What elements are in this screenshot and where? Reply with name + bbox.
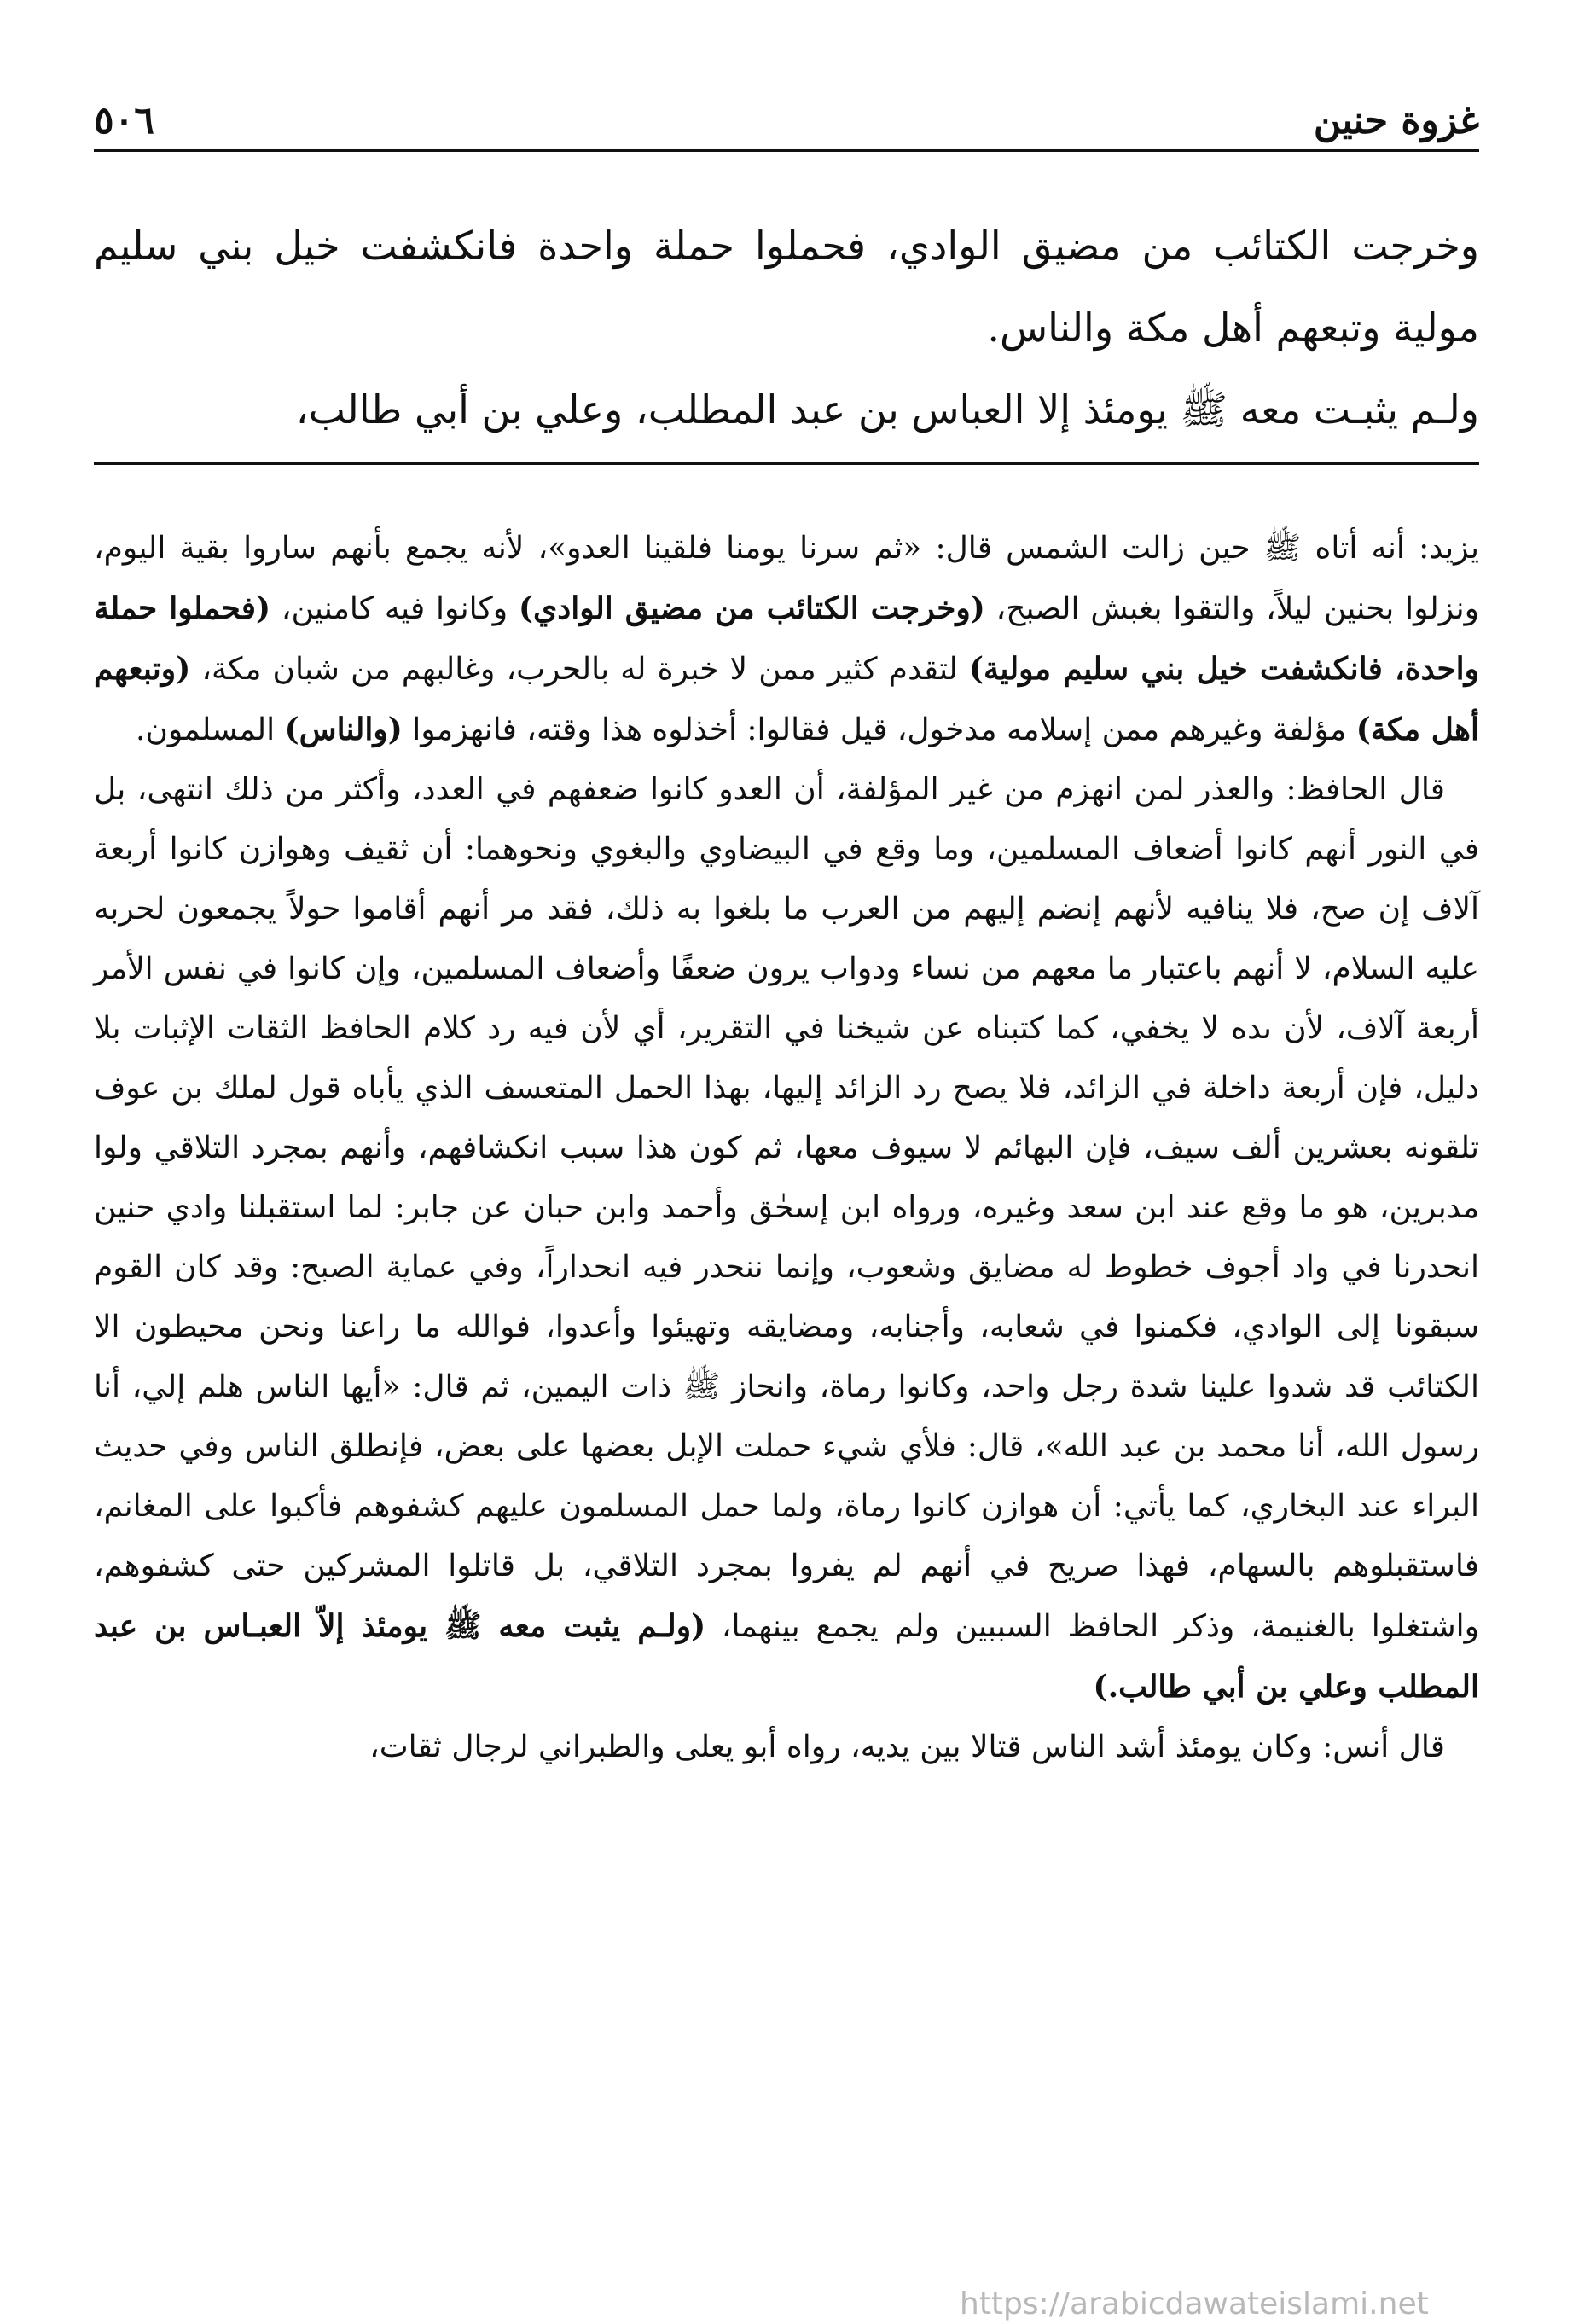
commentary-paragraph-1 bbox=[94, 519, 1479, 760]
quoted-matn: (والناس) bbox=[284, 712, 403, 747]
main-text bbox=[94, 205, 1479, 450]
commentary-text: قال الحافظ: والعذر لمن انهزم من غير المؤلفة، أن العدو كانوا ضعفهم في العدد، وأكثر من ذلك انتهى، بل في النور أنهم كانوا أضعاف المسلمين، وما وقع في البيضاوي والبغوي ونحوهما: أن ثقيف وهوازن كانوا أربعة آلاف إن صح، فلا ينافيه لأنهم إنضم إليهم من العرب ما بلغوا به ذلك، فقد مر أنهم أقاموا حولاً يجمعون لحربه عليه السلام، لا أنهم باعتبار ما معهم من نساء ودواب يرون ضعفًا وأضعاف المسلمين، وإن كانوا في نفس الأمر أربعة آلاف، لأن ىده لا يخفي، كما كتبناه عن شيخنا في التقرير، أي لأن فيه رد كلام الحافظ الثقات الإثبات بلا دليل، فإن أربعة داخلة في الزائد، فلا يصح رد الزائد إليها، بهذا الحمل المتعسف الذي يأباه قول لملك بن عوف تلقونه بعشرين ألف سيف، فإن البهائم لا سيوف معها، ثم كون هذا سبب انكشافهم، وأنهم بمجرد التلاقي ولوا مدبرين، هو ما وقع عند ابن سعد وغيره، ورواه ابن إسحٰق وأحمد وابن حبان عن جابر: لما استقبلنا وادي حنين انحدرنا في واد أجوف خطوط له مضايق وشعوب، وإنما ننحدر فيه انحداراً، وفي عماية الصبح: وقد كان القوم سبقونا إلى الوادي، فكمنوا في شعابه، وأجنابه، ومضايقه وتهيئوا وأعدوا، فوالله ما راعنا ونحن محيطون الا الكتائب قد شدوا علينا شدة رجل واحد، وكانوا رماة، وانحاز ﷺ ذات اليمين، ثم قال: «أيها الناس هلم إلي، أنا رسول الله، أنا محمد بن عبد الله»، قال: فلأي شيء حملت الإبل بعضها على بعض، فإنطلق الناس وفي حديث البراء عند البخاري، كما يأتي: أن هوازن كانوا رماة، ولما حمل المسلمون عليهم كشفوهم فأكبوا على المغانم، فاستقبلوهم بالسهام، فهذا صريح في أنهم لم يفروا بمجرد التلاقي، بل قاتلوا المشركين حتى كشفوهم، واشتغلوا بالغنيمة، وذكر الحافظ السببين ولم يجمع بينهما، bbox=[94, 772, 1479, 1644]
page-number: ٥٠٦ bbox=[94, 99, 154, 142]
quoted-matn: (ولـم يثبت معه ﷺ يومئذ إلاّ العبـاس بن عبد المطلب وعلي بن أبي طالب.) bbox=[94, 1608, 1479, 1705]
commentary-text: وكانوا فيه كامنين، bbox=[270, 591, 519, 626]
section-divider bbox=[94, 462, 1479, 465]
main-paragraph-2: ولـم يثبـت معه ﷺ يومئذ إلا العباس بن عبد المطلب، وعلي بن أبي طالب، bbox=[295, 386, 1479, 433]
commentary-text: لتقدم كثير ممن لا خبرة له بالحرب، وغالبهم من شبان مكة، bbox=[190, 652, 969, 687]
watermark: https://arabicdawateislami.net bbox=[960, 2286, 1429, 2321]
commentary-paragraph-2 bbox=[94, 760, 1479, 1717]
quoted-matn: (وتبعهم أهل مكة) bbox=[94, 651, 1479, 747]
main-paragraph-1: وخرجت الكتائب من مضيق الوادي، فحملوا حملة واحدة فانكشفت خيل بني سليم مولية وتبعهم أهل مكة والناس. bbox=[94, 223, 1479, 351]
running-title: غزوة حنين bbox=[1313, 99, 1479, 142]
page-header bbox=[94, 90, 1479, 152]
commentary-text: المسلمون. bbox=[136, 712, 285, 747]
quoted-matn: (فحملوا حملة واحدة، فانكشفت خيل بني سليم مولية) bbox=[94, 590, 1479, 687]
commentary bbox=[94, 519, 1479, 1777]
commentary-paragraph-3: قال أنس: وكان يومئذ أشد الناس قتالا بين يديه، رواه أبو يعلى والطبراني لرجال ثقات، bbox=[369, 1729, 1445, 1764]
quoted-matn: (وخرجت الكتائب من مضيق الوادي) bbox=[518, 590, 985, 626]
commentary-text: مؤلفة وغيرهم ممن إسلامه مدخول، قيل فقالوا: أخذلوه هذا وقته، فانهزموا bbox=[402, 712, 1356, 747]
commentary-text: يزيد: أنه أتاه ﷺ حين زالت الشمس قال: «ثم سرنا يومنا فلقينا العدو»، لأنه يجمع بأنهم ساروا بقية اليوم، ونزلوا بحنين ليلاً، والتقوا بغبش الصبح، bbox=[94, 531, 1479, 626]
